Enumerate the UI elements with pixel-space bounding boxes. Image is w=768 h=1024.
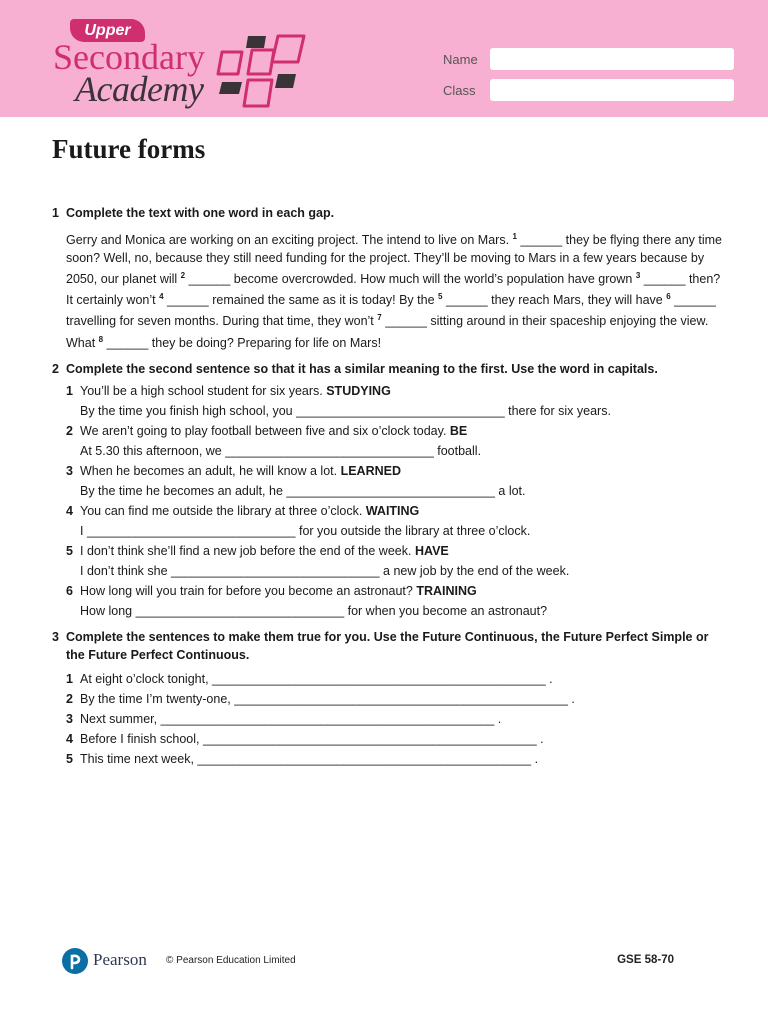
- exercise-3-item[interactable]: [66, 730, 724, 748]
- text-segment: ______ sitting around in their spaceship enjoying the view.: [381, 314, 709, 329]
- exercise-1-text: [66, 228, 724, 352]
- text-segment: Gerry and Monica are working on an exciting project. The intend to live on Mars.: [66, 233, 513, 248]
- gap-number: 5: [438, 292, 443, 302]
- first-sentence: How long will you train for before you become an astronaut?: [80, 583, 417, 598]
- keyword: HAVE: [414, 543, 449, 558]
- gap-number: 1: [512, 232, 517, 241]
- gse-range: GSE 58-70: [617, 954, 674, 966]
- second-sentence[interactable]: How long ______________________________ for when you become an astronaut?: [80, 603, 548, 618]
- logo-line2: Academy: [75, 69, 204, 109]
- item-number: 5: [66, 751, 73, 766]
- item-number: 6: [66, 583, 73, 598]
- exercise-3-item[interactable]: [66, 710, 724, 728]
- page-title: Future forms: [52, 134, 206, 164]
- second-sentence[interactable]: By the time he becomes an adult, he ______________________________ a lot.: [80, 483, 526, 498]
- exercise-2-heading: [52, 360, 724, 378]
- exercise-3-item[interactable]: [66, 750, 724, 768]
- gap-number: 4: [159, 292, 164, 302]
- item-number: 1: [66, 383, 73, 398]
- exercise-2-items: [52, 382, 724, 620]
- exercise-1-heading: [52, 204, 724, 222]
- copyright-text: © Pearson Education Limited: [166, 955, 296, 966]
- item-text[interactable]: This time next week, ________________________________________________ .: [80, 751, 539, 766]
- first-sentence: I don’t think she’ll find a new job before the end of the week.: [80, 543, 415, 558]
- text-segment: ______ remained the same as it is today! By the: [163, 293, 439, 308]
- item-text[interactable]: Next summer, ________________________________________________ .: [80, 711, 502, 726]
- first-sentence: You’ll be a high school student for six years.: [80, 383, 327, 398]
- gap-number: 2: [180, 271, 186, 281]
- text-segment: ______ they be flying there any time soon? Well, no, because they still need funding for the project. They’ll be moving to Mars in a few years because by 2050, our planet will: [66, 233, 722, 287]
- item-text[interactable]: By the time I’m twenty-one, ________________________________________________ .: [80, 691, 575, 706]
- text-segment: ______ they be doing? Preparing for life on Mars!: [103, 335, 382, 350]
- exercise-3-item[interactable]: [66, 690, 724, 708]
- exercise-3-instruction: Complete the sentences to make them true for you. Use the Future Continuous, the Future Perfect Simple or the Future Perfect Continuous.: [66, 629, 709, 662]
- logo-badge: Upper: [70, 19, 145, 42]
- item-number: 2: [66, 423, 73, 438]
- text-segment: ______ then? It certainly won’t: [66, 272, 721, 308]
- keyword: WAITING: [365, 503, 420, 518]
- exercise-number: 3: [52, 629, 59, 644]
- text-segment: ______ become overcrowded. How much will the world’s population have grown: [185, 272, 636, 287]
- item-text[interactable]: At eight o’clock tonight, ________________________________________________ .: [80, 671, 553, 686]
- pearson-brand: Pearson: [93, 950, 147, 969]
- exercise-2-item: [66, 462, 724, 500]
- exercise-2-item: [66, 502, 724, 540]
- item-number: 4: [66, 731, 73, 746]
- gap-number: 7: [377, 313, 382, 323]
- name-field[interactable]: [490, 48, 734, 70]
- item-number: 1: [66, 671, 73, 686]
- keyword: LEARNED: [340, 463, 401, 478]
- text-segment: ______ they reach Mars, they will have: [442, 293, 667, 308]
- gap-number: 6: [666, 292, 671, 302]
- keyword: STUDYING: [326, 383, 391, 398]
- first-sentence: We aren’t going to play football between five and six o’clock today.: [80, 423, 450, 438]
- item-number: 4: [66, 503, 73, 518]
- gap-number: 3: [635, 271, 641, 281]
- second-sentence[interactable]: I ______________________________ for you outside the library at three o’clock.: [80, 523, 531, 538]
- exercise-number: 1: [52, 206, 59, 220]
- keyword: BE: [449, 423, 468, 438]
- exercise-2-instruction: Complete the second sentence so that it has a similar meaning to the first. Use the word in capitals.: [66, 361, 658, 376]
- page-footer: [62, 948, 702, 976]
- exercise-3-item[interactable]: [66, 670, 724, 688]
- second-sentence[interactable]: By the time you finish high school, you ______________________________ there for six years.: [80, 403, 611, 418]
- item-number: 3: [66, 711, 73, 726]
- name-label: Name: [443, 52, 478, 67]
- first-sentence: You can find me outside the library at three o’clock.: [80, 503, 366, 518]
- exercise-number: 2: [52, 361, 59, 376]
- second-sentence[interactable]: At 5.30 this afternoon, we ______________________________ football.: [80, 443, 482, 458]
- item-number: 3: [66, 463, 73, 478]
- class-label: Class: [443, 83, 476, 98]
- logo-line1: Secondary: [53, 37, 205, 77]
- exercise-2-item: [66, 382, 724, 420]
- second-sentence[interactable]: I don’t think she ______________________________ a new job by the end of the week.: [80, 563, 570, 578]
- page-header: [0, 0, 768, 117]
- exercise-2-item: [66, 582, 724, 620]
- worksheet-content: [52, 204, 724, 770]
- item-text[interactable]: Before I finish school, ________________________________________________ .: [80, 731, 544, 746]
- first-sentence: When he becomes an adult, he will know a lot.: [80, 463, 341, 478]
- item-number: 5: [66, 543, 73, 558]
- pearson-logo-icon: [62, 948, 88, 974]
- exercise-2-item: [66, 542, 724, 580]
- exercise-2-item: [66, 422, 724, 460]
- class-field[interactable]: [490, 79, 734, 101]
- text-segment: What: [66, 335, 99, 350]
- gap-number: 8: [98, 334, 104, 344]
- text-segment: ______ travelling for seven months. During that time, they won’t: [66, 293, 716, 329]
- logo-shapes-icon: [212, 30, 306, 110]
- exercise-3-items: [52, 670, 724, 768]
- keyword: TRAINING: [416, 583, 477, 598]
- exercise-3-heading: [52, 628, 724, 664]
- item-number: 2: [66, 691, 73, 706]
- exercise-1-instruction: Complete the text with one word in each gap.: [66, 206, 335, 220]
